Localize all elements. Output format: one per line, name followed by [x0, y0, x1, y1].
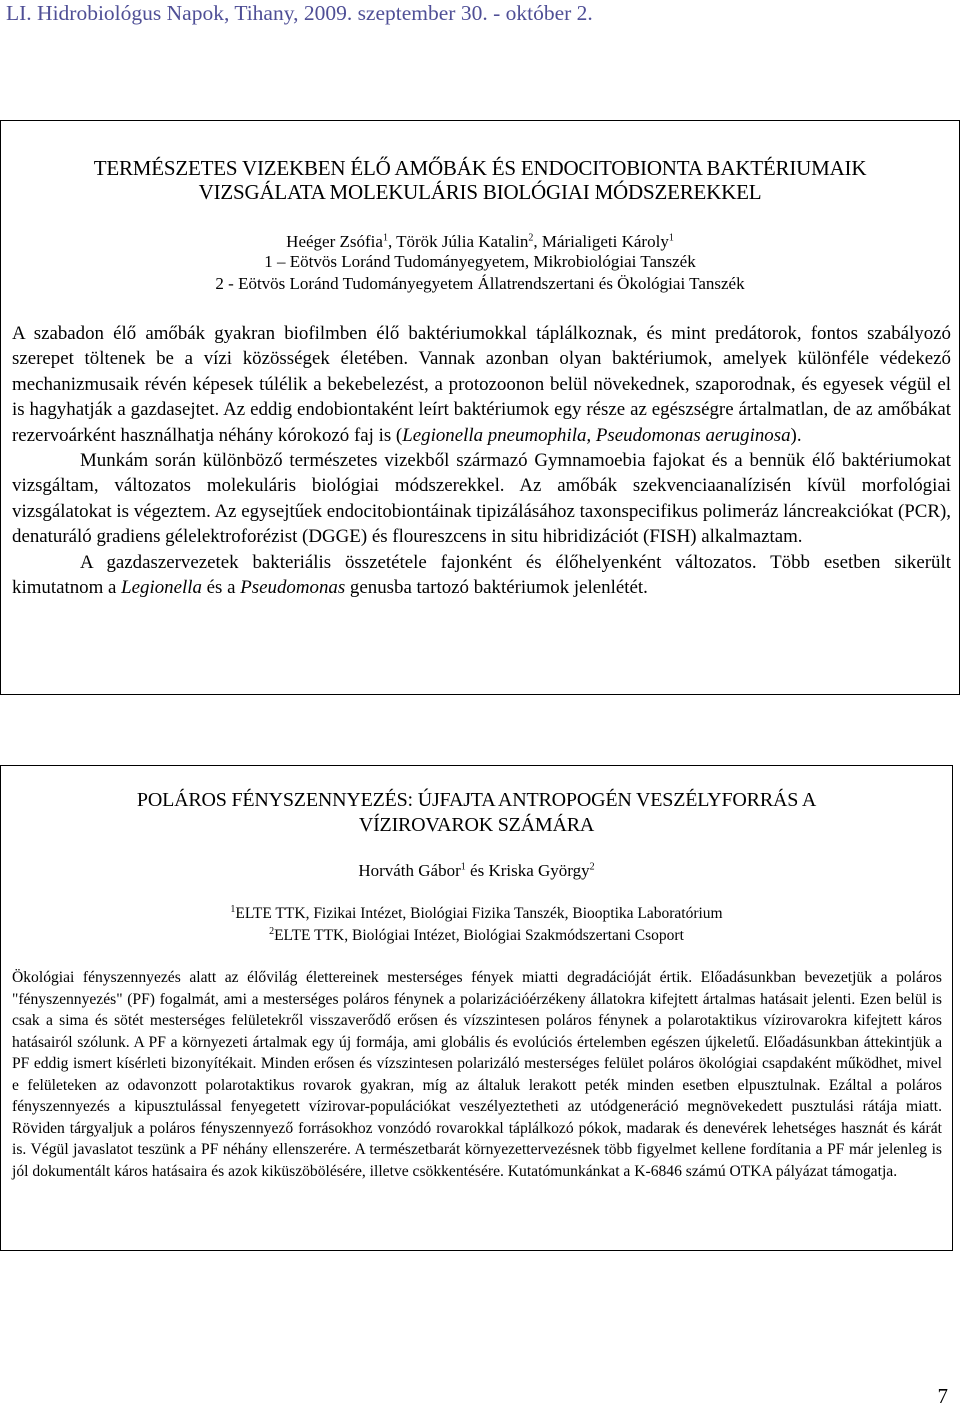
genus-name: Legionella	[121, 577, 202, 599]
abstract-paragraph	[12, 321, 951, 448]
author-affiliation-mark: 2	[589, 861, 595, 873]
author-name: , Márialigeti Károly	[533, 232, 669, 251]
affiliation-1: 1 – Eötvös Loránd Tudományegyetem, Mikrobiológiai Tanszék	[264, 252, 696, 271]
affiliation-2: 2 - Eötvös Loránd Tudományegyetem Állatrendszertani és Ökológiai Tanszék	[215, 274, 745, 293]
paragraph-text: és a	[201, 577, 241, 599]
affiliation-text: ELTE TTK, Fizikai Intézet, Biológiai Fizika Tanszék, Biooptika Laboratórium	[235, 905, 723, 922]
affiliation-1	[1, 904, 952, 924]
author-affiliation-mark: 2	[528, 232, 534, 244]
affiliation-text: ELTE TTK, Biológiai Intézet, Biológiai Szakmódszertani Csoport	[274, 927, 684, 944]
abstract-box-polarized-light	[0, 765, 953, 1251]
author-affiliation-mark: 1	[460, 861, 466, 873]
paragraph-text: ).	[790, 424, 802, 446]
affiliation-mark: 2	[269, 925, 275, 937]
author-name: Heéger Zsófia	[286, 232, 383, 251]
author-list	[1, 860, 952, 881]
author-name: , Török Júlia Katalin	[387, 232, 529, 251]
affiliation-mark: 1	[230, 903, 236, 915]
abstract-paragraph: Ökológiai fényszennyezés alatt az élővilág élettereinek mesterséges fények miatti degradációját értik. Előadásunkban bevezetjük a poláros "fényszennyezés" (PF) fogalmát, ami a mesterséges poláros fénynek a polarizációérzékeny állatokra kifejtett ártalmas hatásait jelenti. Ezen belül is csak a sima és sötét mesterséges felületekről visszaverődő erősen és vízszintesen poláros fénynek a polarotaktikus vízirovarokra kifejtett káros hatásairól szólunk. A PF a környezeti ártalmak egy új formája, ami globális és evolúciós értelemben egészen újkeletű. Előadásunkban áttekintjük a PF eddig ismert kísérleti bizonyítékait. Minden erősen és vízszintesen polarizáló mesterséges felület poláros ökológiai csapdaként működhet, mivel e felületeken az odavonzott polarotaktikus rovarok gyakran, míg az általuk lerakott peték minden esetben elpusztulnak. Ezáltal a poláros fényszennyezés a kipusztulással fenyegetett vízirovar-populációkat veszélyeztetheti az utódgeneráció megnövekedett pusztulási rátája miatt. Röviden tárgyaljuk a poláros fényszennyező forrásokhoz vonzódó rovarokkal táplálkozó pókok, madarak és denevérek lehetséges hasznát és kárát is. Végül javaslatot teszünk a PF néhány ellenszerére. A természetbarát környezettervezésnek több figyelmet kellene fordítania a PF már jelenleg is jól dokumentált káros hatásaira és azok kiküszöbölésére, illetve csökkentésére. Kutatómunkánkat a K-6846 számú OTKA pályázat támogatja.	[12, 969, 942, 1180]
paragraph-text: genusba tartozó baktériumok jelenlétét.	[345, 577, 648, 599]
author-affiliation-mark: 1	[382, 232, 388, 244]
abstract-box-amoeba	[0, 120, 960, 695]
paragraph-text: A gazdaszervezetek bakteriális összetétele fajonként és élőhelyenként változatos. Több esetben sikerült kimutatnom a	[12, 551, 951, 599]
abstract-body	[12, 321, 951, 600]
title-line-2: VÍZIROVAROK SZÁMÁRA	[358, 814, 595, 836]
title-line-1: POLÁROS FÉNYSZENNYEZÉS: ÚJFAJTA ANTROPOGÉN VESZÉLYFORRÁS A	[136, 789, 817, 811]
title-line-1: TERMÉSZETES VIZEKBEN ÉLŐ AMŐBÁK ÉS ENDOCITOBIONTA BAKTÉRIUMAIK	[93, 156, 867, 180]
abstract-paragraph: Munkám során különböző természetes vizekből származó Gymnamoebia fajokat és a bennük élő baktériumokat vizsgáltam, változatos molekuláris biológiai módszerekkel. Az amőbák szekvenciaanalízisén kívül morfológiai vizsgálatokat is végeztem. Az egysejtűek endocitobiontáinak tipizálásához taxonspecifikus polimeráz láncreakciókat (PCR), denaturáló gradiens gélelektroforézist (DGGE) és floureszcens in situ hibridizációt (FISH) alkalmaztam.	[12, 450, 951, 548]
author-name: és Kriska György	[465, 861, 590, 880]
abstract-body	[12, 967, 942, 1182]
abstract-paragraph	[12, 550, 951, 601]
page-number: 7	[937, 1384, 948, 1408]
title-line-2: VIZSGÁLATA MOLEKULÁRIS BIOLÓGIAI MÓDSZEREKKEL	[198, 180, 762, 204]
conference-header: LI. Hidrobiológus Napok, Tihany, 2009. szeptember 30. - október 2.	[6, 1, 593, 25]
genus-name: Pseudomonas	[240, 577, 346, 599]
paragraph-text: A szabadon élő amőbák gyakran biofilmben élő baktériumokkal táplálkoznak, és mint predátorok, fontos szabályozó szerepet töltenek be a vízi közösségek életében. Vannak azonban olyan baktériumok, amelyek különféle védekező mechanizmusaik révén képesek túlélik a bekebelezést, a protozoonon belül növekednek, szaporodnak, és egyesek végül el is hagyhatják a gazdasejtet. Az eddig endobiontaként leírt baktériumok egy része az egészségre ártalmatlan, de az amőbákat rezervoárként használhatja néhány kórokozó faj is (	[12, 323, 951, 446]
abstract-title	[1, 788, 952, 838]
species-names: Legionella pneumophila, Pseudomonas aeruginosa	[402, 424, 791, 446]
author-name: Horváth Gábor	[358, 861, 461, 880]
author-affiliation-mark: 1	[668, 232, 674, 244]
affiliation-2	[1, 926, 952, 946]
author-list	[1, 231, 959, 252]
abstract-title	[1, 156, 959, 204]
